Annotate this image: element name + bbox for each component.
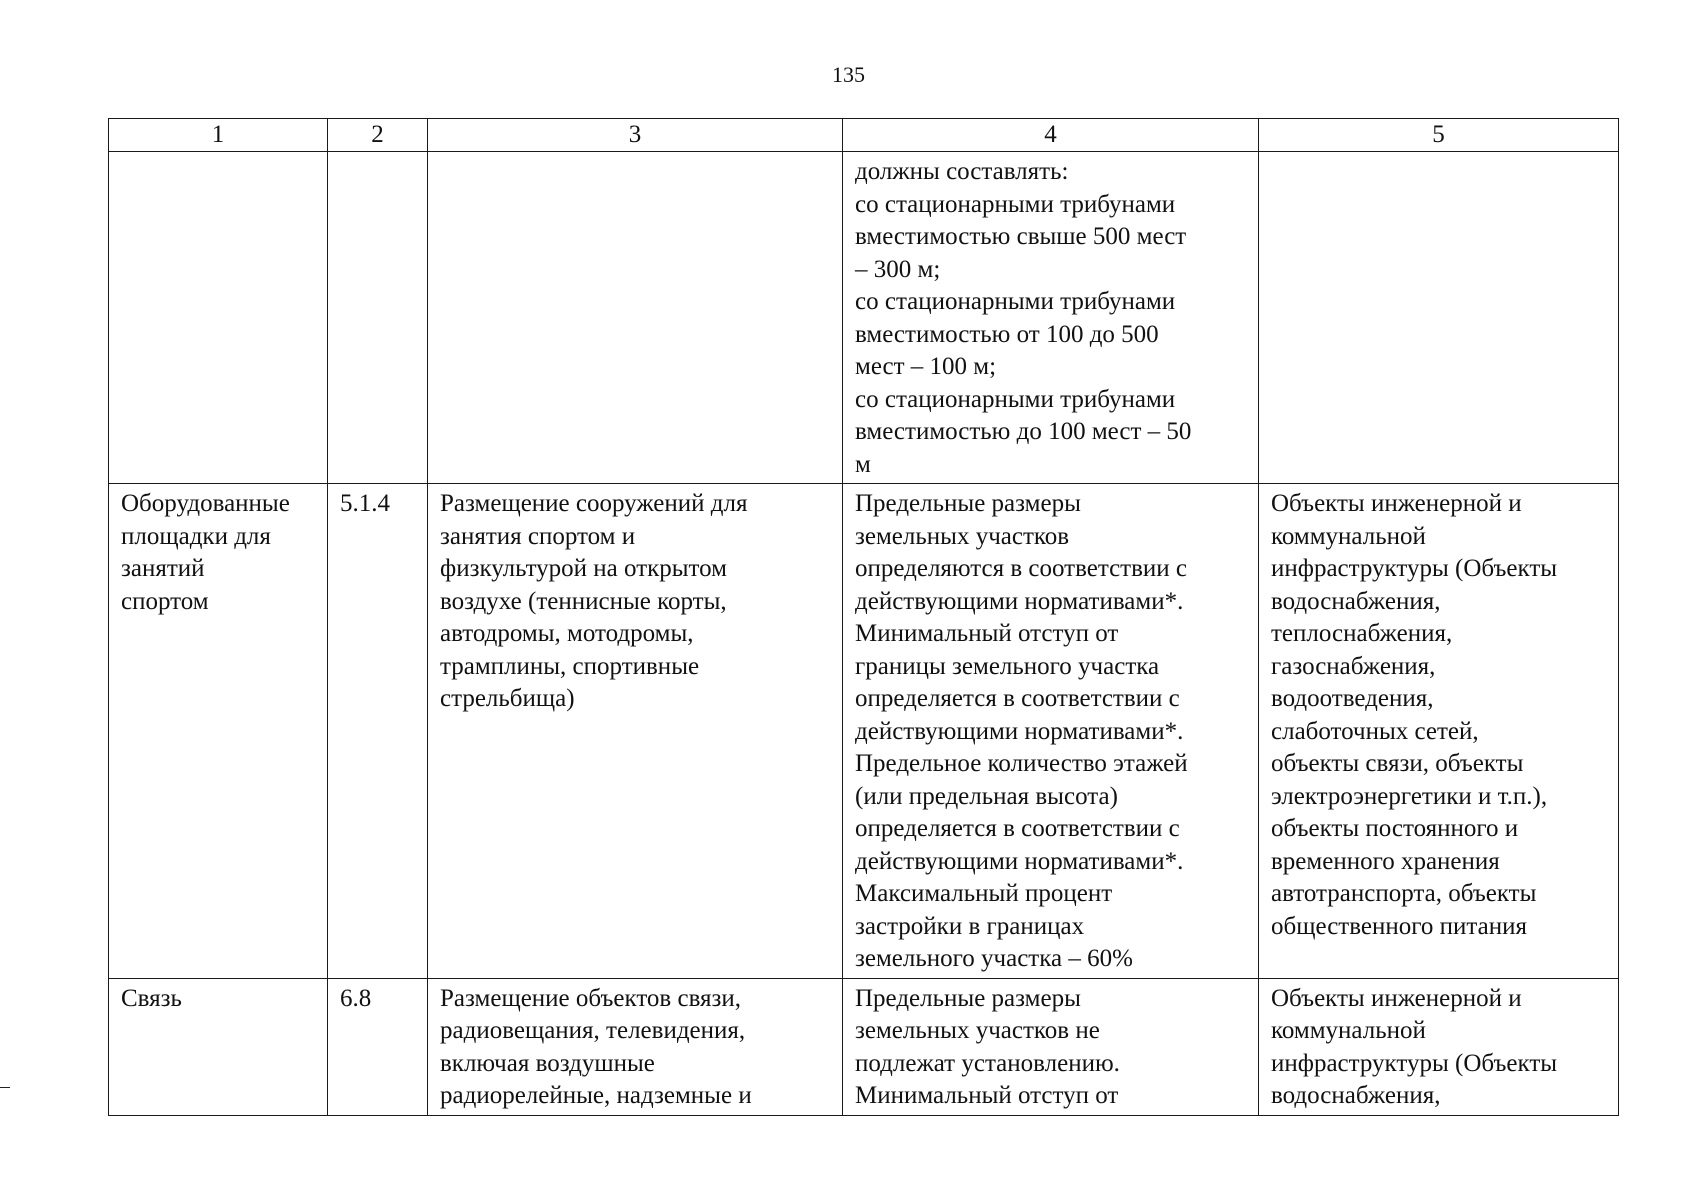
name-line: занятий <box>121 555 205 582</box>
allowed-line: коммунальной <box>1271 522 1426 550</box>
description-line: воздухе (теннисные корты, <box>440 587 727 615</box>
page-number: 135 <box>832 62 865 87</box>
params-line: определяется в соответствии с <box>855 685 1180 712</box>
allowed-line: объекты постоянного и <box>1271 815 1519 842</box>
table-row-continuation <box>109 152 1619 484</box>
params-line: со стационарными трибунами <box>855 190 1176 218</box>
allowed-line: водоотведения, <box>1271 685 1434 712</box>
cell-description <box>428 484 843 979</box>
name-line: площадки для <box>121 522 271 550</box>
allowed-line: слаботочных сетей, <box>1271 717 1479 745</box>
params-line: Минимальный отступ от <box>855 1082 1119 1109</box>
params-line: Минимальный отступ от <box>855 620 1119 647</box>
name-line: Связь <box>121 984 182 1012</box>
allowed-line: общественного питания <box>1271 912 1527 940</box>
header-cell-2: 2 <box>328 119 428 152</box>
description-line: занятия спортом и <box>440 522 636 550</box>
allowed-line: водоснабжения, <box>1271 587 1441 615</box>
cell-code: 5.1.4 <box>328 484 428 979</box>
description-line: включая воздушные <box>440 1049 655 1077</box>
params-line: вместимостью до 100 мест – 50 <box>855 418 1192 445</box>
params-line: вместимостью от 100 до 500 <box>855 320 1159 348</box>
allowed-line: инфраструктуры (Объекты <box>1271 555 1558 582</box>
allowed-line: объекты связи, объекты <box>1271 750 1524 777</box>
cell-code: 6.8 <box>328 978 428 1115</box>
allowed-line: временного хранения <box>1271 847 1500 875</box>
params-line: земельных участков не <box>855 1017 1100 1044</box>
params-line: (или предельная высота) <box>855 782 1118 810</box>
table-row-communications <box>109 978 1619 1115</box>
cell-description <box>428 978 843 1115</box>
cell-params <box>843 484 1259 979</box>
allowed-line: газоснабжения, <box>1271 652 1436 680</box>
description-line: радиорелейные, надземные и <box>440 1082 752 1109</box>
cell-code <box>328 152 428 484</box>
description-line: радиовещания, телевидения, <box>440 1017 746 1044</box>
regulations-table-container <box>108 118 1613 1116</box>
params-line: м <box>855 450 871 478</box>
allowed-line: электроэнергетики и т.п.), <box>1271 782 1548 810</box>
description-line: Размещение объектов связи, <box>440 984 742 1012</box>
table-row-sport-grounds <box>109 484 1619 979</box>
allowed-line: коммунальной <box>1271 1017 1426 1044</box>
params-line: – 300 м; <box>855 255 941 283</box>
name-line: Оборудованные <box>121 490 290 517</box>
params-line: действующими нормативами*. <box>855 717 1184 745</box>
cell-name <box>109 484 328 979</box>
header-cell-1: 1 <box>109 119 328 152</box>
regulations-table <box>108 118 1619 1116</box>
allowed-line: теплоснабжения, <box>1271 620 1453 647</box>
params-line: застройки в границах <box>855 912 1085 940</box>
params-line: Предельное количество этажей <box>855 750 1188 777</box>
params-line: подлежат установлению. <box>855 1049 1120 1077</box>
params-line: Предельные размеры <box>855 490 1081 517</box>
allowed-line: водоснабжения, <box>1271 1082 1441 1109</box>
header-cell-3: 3 <box>428 119 843 152</box>
description-line: трамплины, спортивные <box>440 652 700 680</box>
allowed-line: Объекты инженерной и <box>1271 490 1522 517</box>
params-line: Предельные размеры <box>855 984 1081 1012</box>
description-line: стрельбища) <box>440 685 575 712</box>
params-line: должны составлять: <box>855 158 1069 185</box>
params-line: мест – 100 м; <box>855 353 997 380</box>
params-line: земельных участков <box>855 522 1070 550</box>
cell-params <box>843 978 1259 1115</box>
description-line: автодромы, мотодромы, <box>440 620 694 647</box>
name-line: спортом <box>121 587 209 615</box>
margin-tick-mark <box>0 1087 10 1088</box>
params-line: вместимостью свыше 500 мест <box>855 223 1187 250</box>
params-line: действующими нормативами*. <box>855 847 1184 875</box>
cell-allowed <box>1259 152 1619 484</box>
header-cell-5: 5 <box>1259 119 1619 152</box>
description-line: физкультурой на открытом <box>440 555 727 582</box>
cell-name <box>109 978 328 1115</box>
allowed-line: Объекты инженерной и <box>1271 984 1522 1012</box>
params-line: земельного участка – 60% <box>855 945 1133 972</box>
cell-allowed <box>1259 484 1619 979</box>
params-line: определяется в соответствии с <box>855 815 1180 842</box>
allowed-line: автотранспорта, объекты <box>1271 880 1537 907</box>
cell-description <box>428 152 843 484</box>
params-line: определяются в соответствии с <box>855 555 1188 582</box>
params-line: границы земельного участка <box>855 652 1160 680</box>
params-line: со стационарными трибунами <box>855 385 1176 413</box>
cell-allowed <box>1259 978 1619 1115</box>
params-line: Максимальный процент <box>855 880 1113 907</box>
cell-params <box>843 152 1259 484</box>
cell-name <box>109 152 328 484</box>
allowed-line: инфраструктуры (Объекты <box>1271 1049 1558 1077</box>
description-line: Размещение сооружений для <box>440 490 748 517</box>
header-cell-4: 4 <box>843 119 1259 152</box>
params-line: со стационарными трибунами <box>855 288 1176 315</box>
header-row <box>109 119 1619 152</box>
params-line: действующими нормативами*. <box>855 587 1184 615</box>
